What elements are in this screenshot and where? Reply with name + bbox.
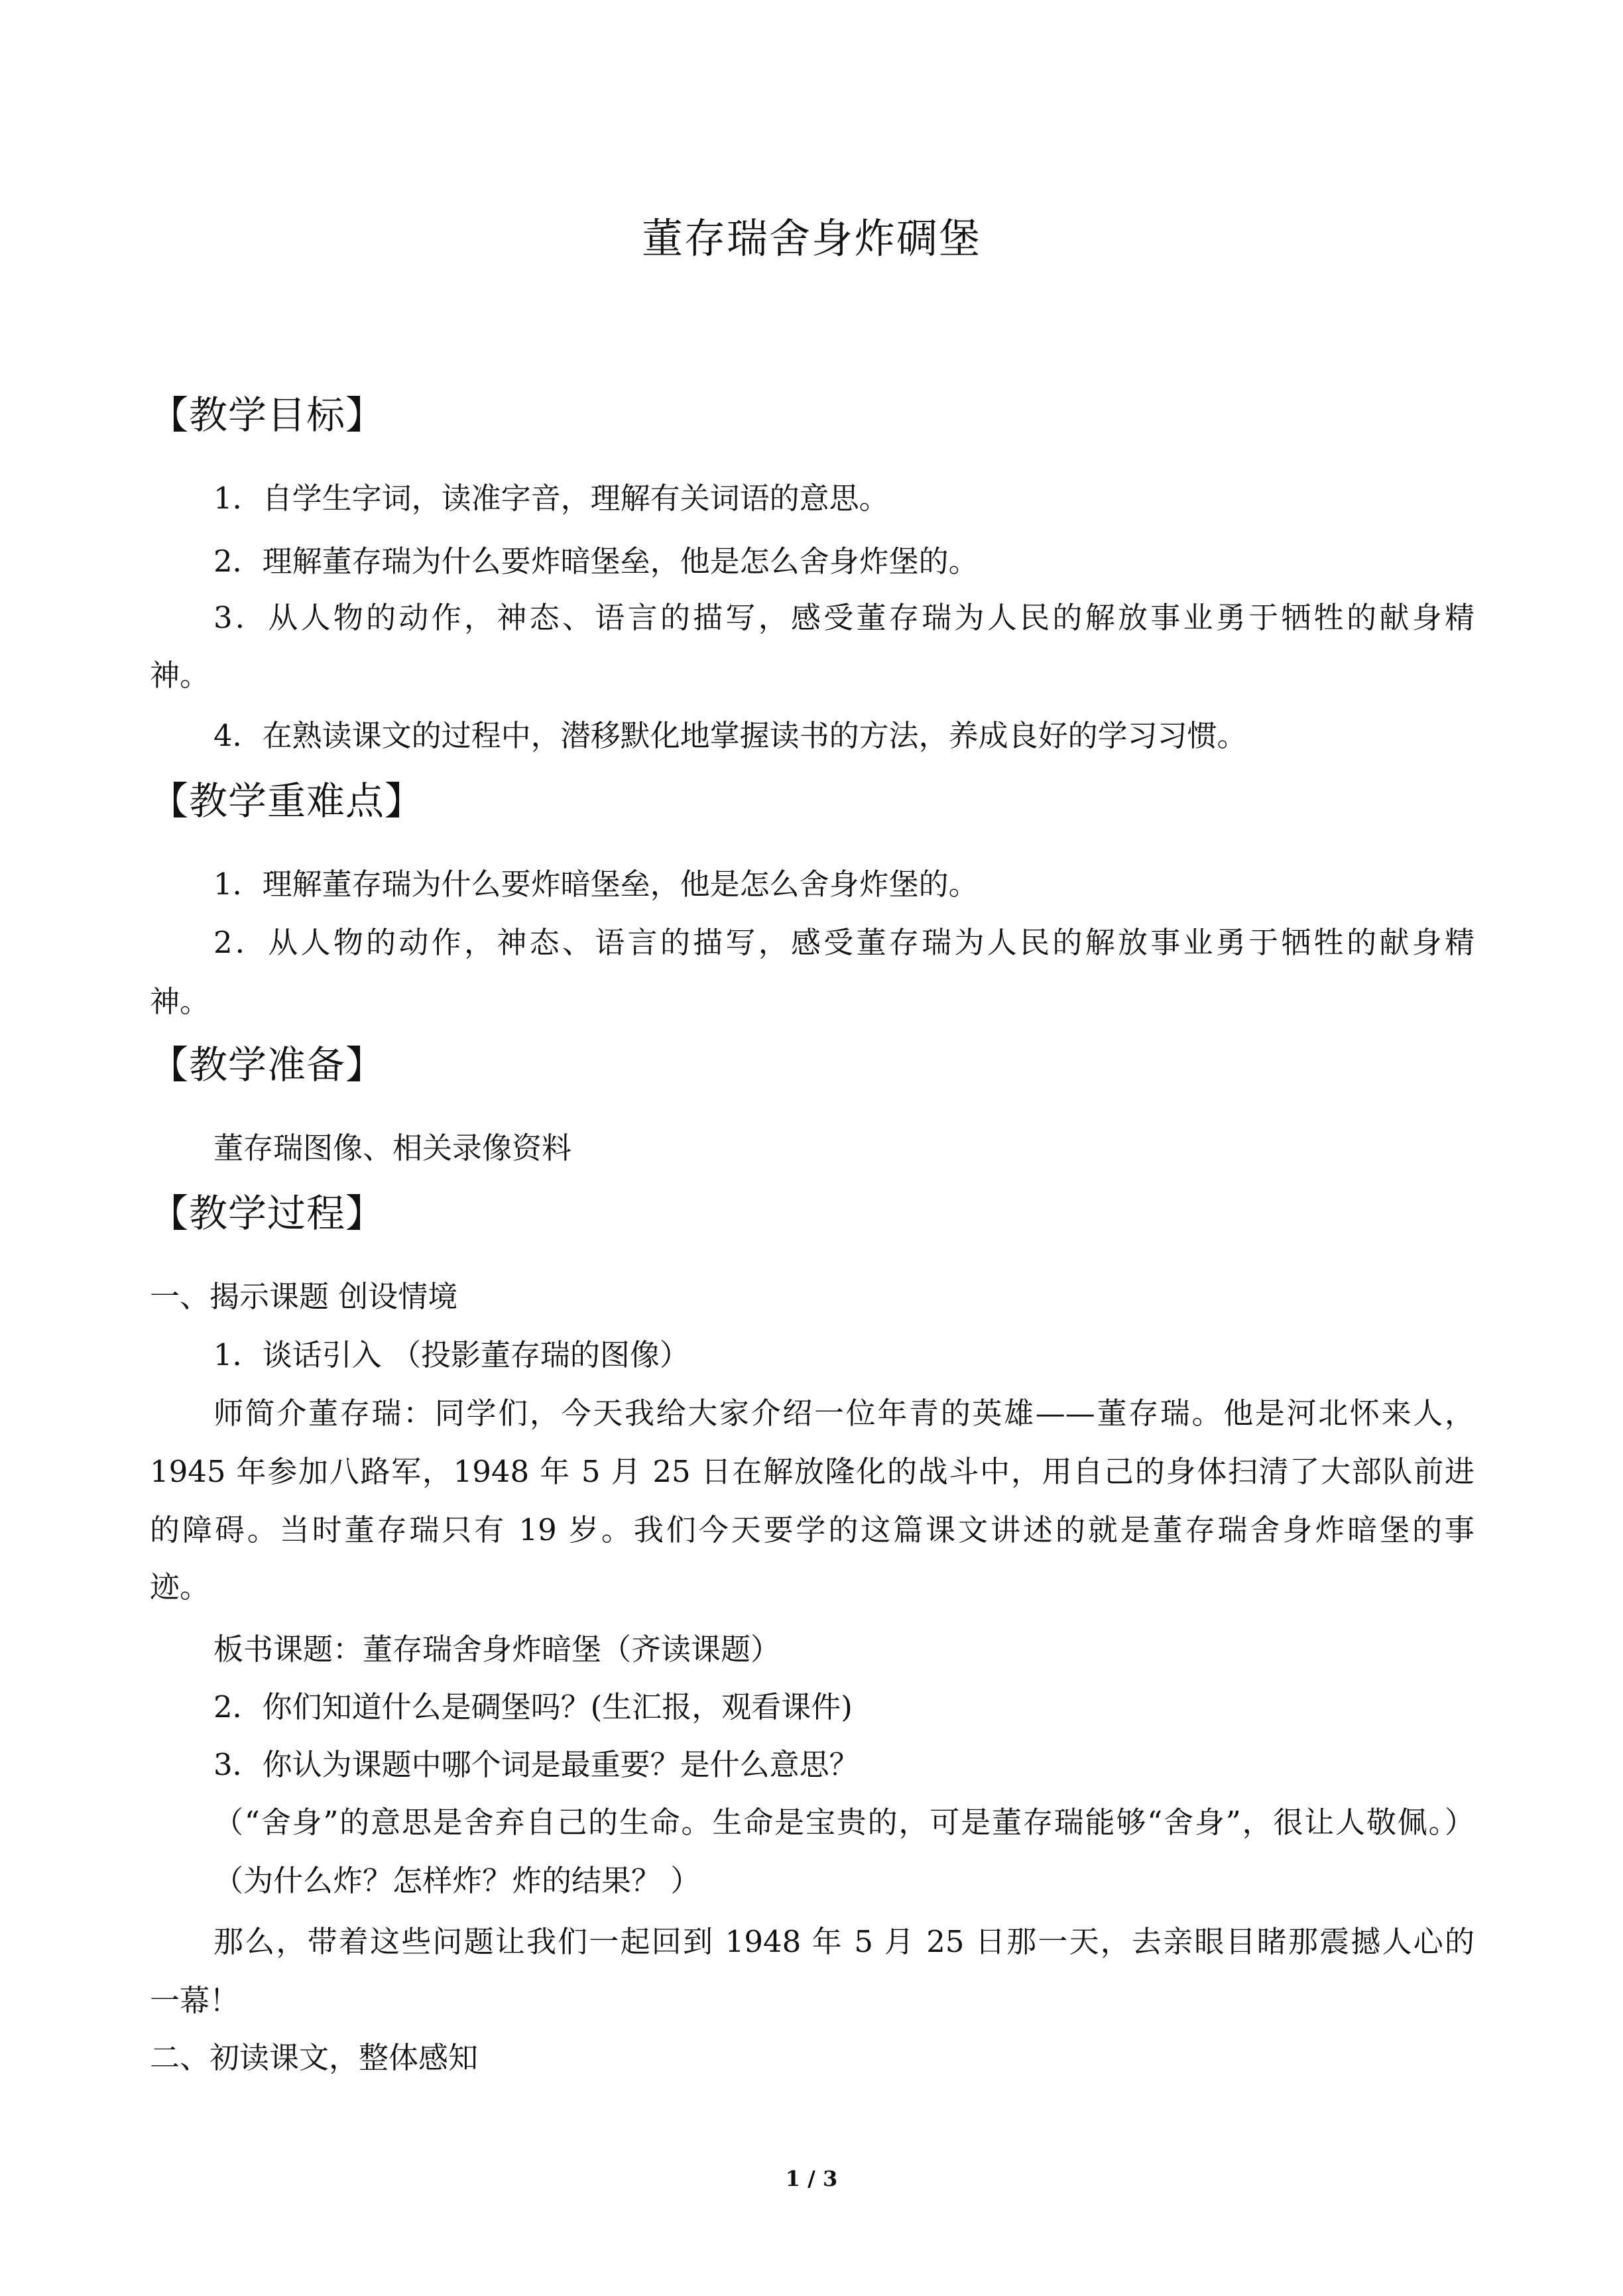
process-line: 一幕！ (150, 1983, 240, 2018)
process-line: 的障碍。当时董存瑞只有 19 岁。我们今天要学的这篇课文讲述的就是董存瑞舍身炸暗堡的事 (150, 1512, 1474, 1547)
key-point-item-2: 2．从人物的动作，神态、语言的描写，感受董存瑞为人民的解放事业勇于牺牲的献身精 (213, 925, 1474, 960)
goal-item-2: 2．理解董存瑞为什么要炸暗堡垒，他是怎么舍身炸堡的。 (213, 544, 979, 579)
process-line: 板书课题：董存瑞舍身炸暗堡（齐读课题） (213, 1632, 781, 1667)
process-line: 1．谈话引入 （投影董存瑞的图像） (213, 1337, 690, 1372)
section-heading-key-points: 【教学重难点】 (150, 778, 424, 823)
process-step-heading-2: 二、初读课文，整体感知 (150, 2040, 479, 2075)
document-title: 董存瑞舍身炸碉堡 (641, 214, 981, 263)
key-point-item-2-continued: 神。 (150, 984, 210, 1019)
process-step-heading-1: 一、揭示课题 创设情境 (150, 1279, 458, 1314)
process-line: （为什么炸？怎样炸？炸的结果？ ） (213, 1863, 701, 1898)
key-point-item-1: 1．理解董存瑞为什么要炸暗堡垒，他是怎么舍身炸堡的。 (213, 867, 979, 902)
process-line: 2．你们知道什么是碉堡吗？(生汇报，观看课件) (213, 1689, 853, 1724)
process-line: （“舍身”的意思是舍弃自己的生命。生命是宝贵的，可是董存瑞能够“舍身”，很让人敬佩。） (213, 1805, 1474, 1840)
process-line: 那么，带着这些问题让我们一起回到 1948 年 5 月 25 日那一天，去亲眼目睹那震撼人心的 (213, 1924, 1474, 1959)
section-heading-preparation: 【教学准备】 (150, 1042, 385, 1087)
preparation-item-1: 董存瑞图像、相关录像资料 (213, 1130, 572, 1166)
goal-item-4: 4．在熟读课文的过程中，潜移默化地掌握读书的方法，养成良好的学习习惯。 (213, 718, 1247, 753)
section-heading-goals: 【教学目标】 (150, 393, 385, 438)
process-line: 1945 年参加八路军，1948 年 5 月 25 日在解放隆化的战斗中，用自己的身体扫清了大部队前进 (150, 1454, 1474, 1489)
goal-item-3: 3．从人物的动作，神态、语言的描写，感受董存瑞为人民的解放事业勇于牺牲的献身精 (213, 600, 1474, 635)
section-heading-process: 【教学过程】 (150, 1191, 385, 1236)
page-indicator: 1 / 3 (785, 2166, 838, 2191)
process-line: 3．你认为课题中哪个词是最重要？是什么意思？ (213, 1747, 859, 1782)
process-line: 迹。 (150, 1569, 210, 1604)
process-line: 师简介董存瑞：同学们，今天我给大家介绍一位年青的英雄——董存瑞。他是河北怀来人， (213, 1396, 1474, 1431)
goal-item-3-continued: 神。 (150, 658, 210, 693)
goal-item-1: 1．自学生字词，读准字音，理解有关词语的意思。 (213, 481, 889, 516)
